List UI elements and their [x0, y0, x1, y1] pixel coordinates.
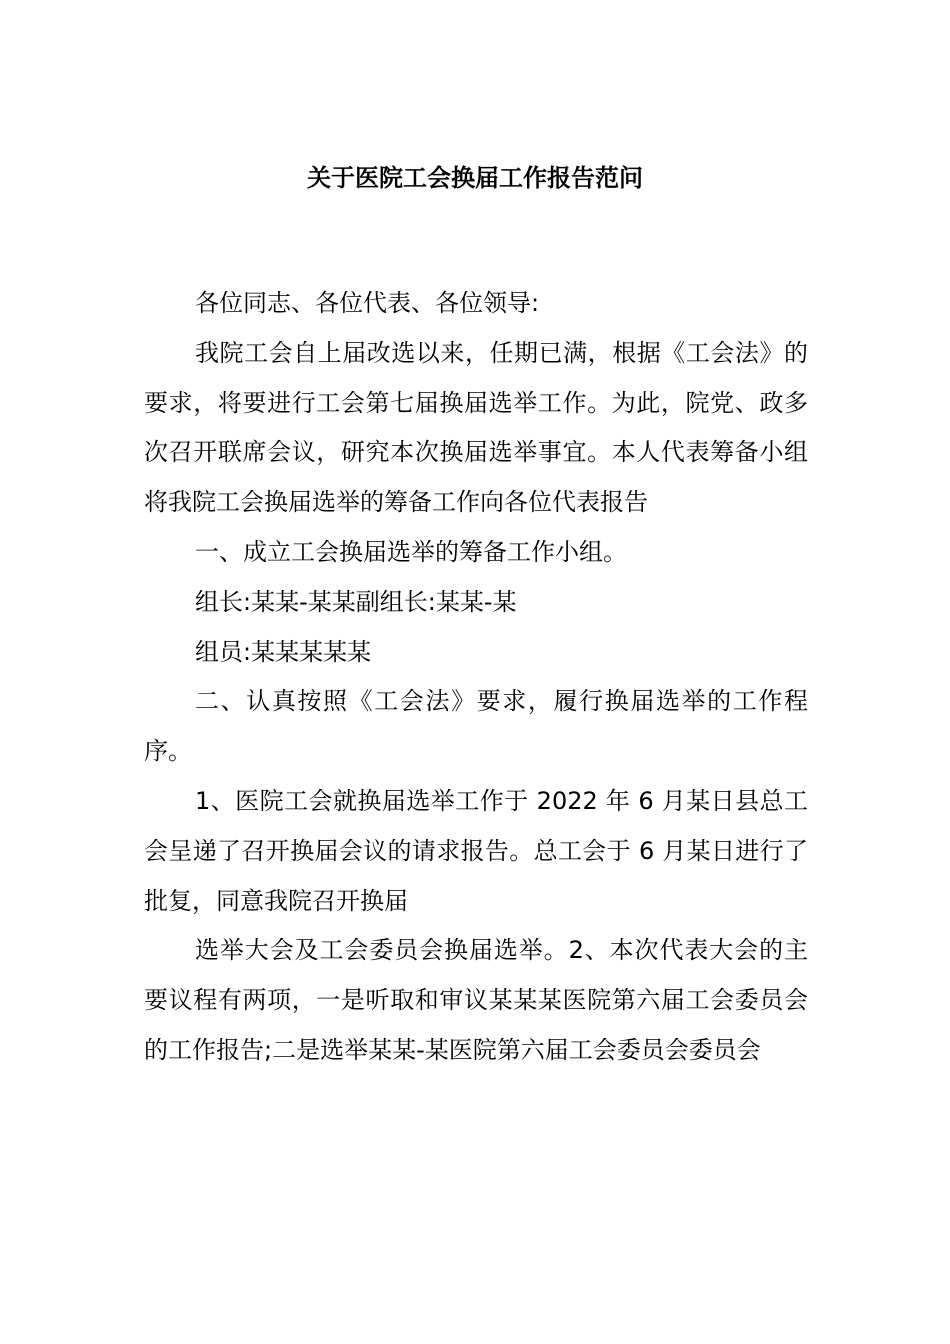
section-two-heading: 二、认真按照《工会法》要求，履行换届选举的工作程序。 — [144, 687, 808, 766]
salutation-paragraph: 各位同志、各位代表、各位领导: — [195, 289, 540, 317]
section-one-heading: 一、成立工会换届选举的筹备工作小组。 — [195, 537, 627, 566]
document-title: 关于医院工会换届工作报告范问 — [307, 164, 643, 192]
item-one-paragraph: 1、医院工会就换届选举工作于 2022 年 6 月某日县总工会呈递了召开换届会议的请求报告。总工会于 6 月某日进行了批复，同意我院召开换届 — [144, 786, 808, 915]
document-body — [144, 279, 808, 1076]
group-leaders-paragraph: 组长:某某-某某副组长:某某-某 — [195, 587, 517, 616]
item-two-paragraph: 选举大会及工会委员会换届选举。2、本次代表大会的主要议程有两项，一是听取和审议某某某医院第六届工会委员会的工作报告;二是选举某某-某医院第六届工会委员会委员会 — [144, 936, 808, 1064]
intro-paragraph: 我院工会自上届改选以来，任期已满，根据《工会法》的要求，将要进行工会第七届换届选举工作。为此，院党、政多次召开联席会议，研究本次换届选举事宜。本人代表筹备小组将我院工会换届选举的筹备工作向各位代表报告 — [144, 338, 808, 517]
group-members-paragraph: 组员:某某某某某 — [195, 637, 372, 666]
